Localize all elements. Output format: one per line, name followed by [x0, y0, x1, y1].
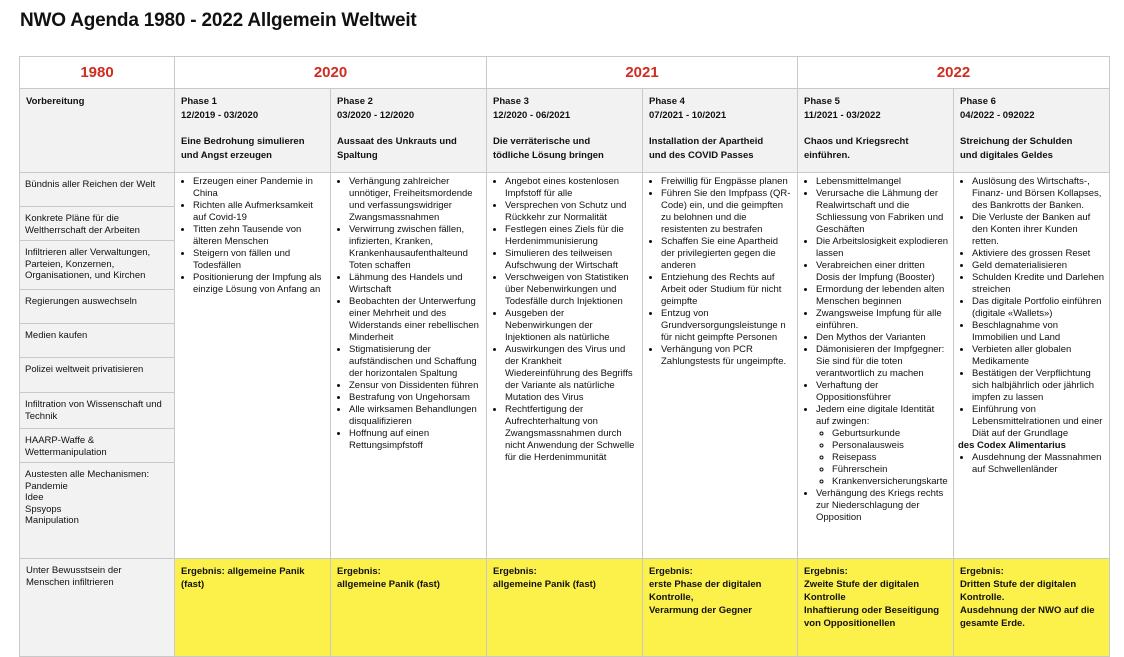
phase-label: Phase 6 [960, 96, 996, 107]
phase-dates: 03/2020 - 12/2020 [337, 109, 415, 121]
identity-sublist [816, 428, 949, 488]
list-item: • Verbieten aller globalen Medikamente [972, 344, 1105, 368]
phase-5-list [802, 176, 949, 524]
phase-5-header [798, 89, 954, 173]
phase-name: einführen. [804, 149, 850, 161]
list-item: • Verhängung zahlreicher unnötiger, Freiheitsmordende und verfassungswidriger Zwangsmassnahmen [349, 176, 482, 224]
list-item: • Angebot eines kostenlosen Impfstoff für alle [505, 176, 638, 200]
result-text: allgemeine Panik (fast) [493, 579, 596, 590]
list-item-codex: des Codex Alimentarius [958, 440, 1066, 451]
phase-dates: 04/2022 - 092022 [960, 109, 1035, 121]
phase-dates: 11/2021 - 03/2022 [804, 109, 881, 121]
year-2022: 2022 [798, 57, 1110, 89]
list-item: • Verhängung des Kriegs rechts zur Niederschlagung der Opposition [816, 488, 949, 524]
prep-item: Infiltrieren aller Verwaltungen, Parteien, Konzernen, Organisationen, und Kirchen [20, 241, 174, 290]
list-item: • Richten alle Aufmerksamkeit auf Covid-19 [193, 200, 326, 224]
list-item: • Beschlagnahme von Immobilien und Land [972, 320, 1105, 344]
phase-name: Streichung der Schulden [960, 136, 1073, 147]
result-label: Ergebnis: [493, 566, 537, 577]
phase-2-list [335, 176, 482, 452]
phase-name: Chaos und Kriegsrecht [804, 136, 909, 147]
list-item: • Einführung von Lebensmittelrationen und einer Diät auf der Grundlage [972, 404, 1105, 440]
phase-label: Phase 4 [649, 96, 685, 107]
list-item: • Bestrafung von Ungehorsam [349, 392, 482, 404]
prep-item: Polizei weltweit privatisieren [20, 358, 174, 393]
result-label: Ergebnis: [337, 566, 381, 577]
result-label: Ergebnis: [804, 566, 848, 577]
prep-item-text: Manipulation [25, 515, 79, 526]
phase-dates: 12/2019 - 03/2020 [181, 109, 259, 121]
prep-item: Konkrete Pläne für die Weltherrschaft der Arbeiten [20, 207, 174, 241]
phase-name: Spaltung [337, 149, 378, 161]
list-item: • Rechtfertigung der Aufrechterhaltung von Zwangsmassnahmen durch nicht Anwendung der Schwelle für die Herdenimmunität [505, 404, 638, 464]
list-item: • Beobachten der Unterwerfung einer Mehrheit und des Widerstands einer rebellischen Minderheit [349, 296, 482, 344]
list-item: • Zwangsweise Impfung für alle einführen. [816, 308, 949, 332]
phase-6-content [954, 173, 1110, 559]
list-item: • Festlegen eines Ziels für die Herdenimmunisierung [505, 224, 638, 248]
prep-item-text: Pandemie [25, 480, 68, 492]
list-item: • Ermordung der lebenden alten Menschen beginnen [816, 284, 949, 308]
list-item: • Erzeugen einer Pandemie in China [193, 176, 326, 200]
phase-dates: 12/2020 - 06/2021 [493, 109, 571, 121]
phase-4-content [643, 173, 798, 559]
prep-item: Medien kaufen [20, 324, 174, 358]
result-phase-3 [487, 559, 643, 657]
list-item: • Entzug von Grundversorgungsleistunge n für nicht geimpfte Personen [661, 308, 793, 344]
prep-item: Bündnis aller Reichen der Welt [20, 173, 174, 207]
phase-5-content [798, 173, 954, 559]
prep-item-mechanisms [20, 463, 174, 555]
list-item: • Führen Sie den Impfpass (QR-Code) ein, und die geimpften zu belohnen und die resistenten zu bestrafen [661, 188, 793, 236]
list-item: • Lebensmittelmangel [816, 176, 949, 188]
sub-list-item: ◦ Geburtsurkunde [832, 428, 949, 440]
phase-3-content [487, 173, 643, 559]
result-label: Ergebnis: [649, 566, 693, 577]
result-row [20, 559, 1110, 657]
phase-header-row [20, 89, 1110, 173]
list-item: • Schulden Kredite und Darlehen streichen [972, 272, 1105, 296]
list-item: • Hoffnung auf einen Rettungsimpfstoff [349, 428, 482, 452]
phase-name: und digitales Geldes [960, 149, 1053, 161]
year-2021: 2021 [487, 57, 798, 89]
list-item: • Auswirkungen des Virus und der Krankheit Wiedereinführung des Begriffs der Variante als natürliche Mutation des Virus [505, 344, 638, 404]
list-item: • Schaffen Sie eine Apartheid der privilegierten gegen die anderen [661, 236, 793, 272]
prep-item: Regierungen auswechseln [20, 290, 174, 324]
list-item: • Ausdehnung der Massnahmen auf Schwellenländer [972, 452, 1105, 476]
result-text: Inhaftierung oder Beseitigung von Oppositionellen [804, 605, 940, 629]
list-item: • Titten zehn Tausende von älteren Menschen [193, 224, 326, 248]
sub-list-item: ◦ Führerschein [832, 464, 949, 476]
phase-label: Phase 3 [493, 96, 529, 107]
list-item: • Verhaftung der Oppositionsführer [816, 380, 949, 404]
result-phase-5 [798, 559, 954, 657]
list-item: • Bestätigen der Verpflichtung sich halbjährlich oder jährlich impfen zu lassen [972, 368, 1105, 404]
sub-list-item: ◦ Krankenversicherungskarte [832, 476, 949, 488]
list-item: • Simulieren des teilweisen Aufschwung der Wirtschaft [505, 248, 638, 272]
phase-name: und Angst erzeugen [181, 149, 272, 161]
list-item: • Verwirrung zwischen fällen, infizierten, Kranken, Krankenhausaufenthalteund Toten schaffen [349, 224, 482, 272]
list-item: • Versprechen von Schutz und Rückkehr zur Normalität [505, 200, 638, 224]
list-item: • Ausgeben der Nebenwirkungen der Injektionen als natürliche [505, 308, 638, 344]
prep-item-text: Austesten alle Mechanismen: [25, 469, 150, 480]
phase-3-header [487, 89, 643, 173]
result-prep [20, 559, 175, 657]
phase-2-header [331, 89, 487, 173]
list-item: • Positionierung der Impfung als einzige Lösung von Anfang an [193, 272, 326, 296]
list-item: • Dämonisieren der Impfgegner: Sie sind für die toten verantwortlich zu machen [816, 344, 949, 380]
list-item: • Verhängung von PCR Zahlungstests für ungeimpfte. [661, 344, 793, 368]
list-item-identity [816, 404, 949, 488]
page-title: NWO Agenda 1980 - 2022 Allgemein Weltweit [20, 10, 417, 31]
list-item-text: Jedem eine digitale Identität auf zwingen: [816, 404, 935, 427]
prep-item: HAARP-Waffe & Wettermanipulation [20, 429, 174, 463]
phase-label: Phase 5 [804, 96, 840, 107]
list-item: • Die Arbeitslosigkeit explodieren lassen [816, 236, 949, 260]
phase-name: Eine Bedrohung simulieren [181, 136, 305, 147]
year-1980: 1980 [20, 57, 175, 89]
prep-header [20, 89, 175, 173]
result-phase-6 [954, 559, 1110, 657]
prep-header-label: Vorbereitung [26, 96, 85, 107]
list-item: • Stigmatisierung der aufständischen und Schaffung der horizontalen Spaltung [349, 344, 482, 380]
phase-1-header [175, 89, 331, 173]
agenda-table [19, 56, 1110, 657]
result-text: Ausdehnung der NWO auf die gesamte Erde. [960, 605, 1095, 629]
result-phase-2 [331, 559, 487, 657]
prep-item-text: Spsyops [25, 503, 62, 515]
list-item: • Aktiviere des grossen Reset [972, 248, 1105, 260]
prep-item-text: Idee [25, 492, 44, 503]
prep-item: Infiltration von Wissenschaft und Technik [20, 393, 174, 429]
phase-3-list [491, 176, 638, 464]
year-2020: 2020 [175, 57, 487, 89]
phase-label: Phase 2 [337, 96, 373, 107]
list-item: • Verursache die Lähmung der Realwirtschaft und die Schliessung von Fabriken und Geschäften [816, 188, 949, 236]
phase-2-content [331, 173, 487, 559]
result-text: allgemeine Panik (fast) [337, 579, 440, 590]
list-item: • Den Mythos der Varianten [816, 332, 949, 344]
phase-4-list [647, 176, 793, 368]
list-item: • Alle wirksamen Behandlungen disqualifizieren [349, 404, 482, 428]
result-label: Ergebnis: [960, 566, 1004, 577]
list-item: • Lähmung des Handels und Wirtschaft [349, 272, 482, 296]
phase-6-header [954, 89, 1110, 173]
result-text: Verarmung der Gegner [649, 605, 752, 616]
result-phase-1 [175, 559, 331, 657]
phase-name: Aussaat des Unkrauts und [337, 136, 457, 147]
list-item: • Auslösung des Wirtschafts-, Finanz- und Börsen Kollapses, des Bankrotts der Banken. [972, 176, 1105, 212]
phase-1-content [175, 173, 331, 559]
phase-4-header [643, 89, 798, 173]
phase-1-list [179, 176, 326, 296]
list-item: • Freiwillig für Engpässe planen [661, 176, 793, 188]
list-item: • Steigern von fällen und Todesfällen [193, 248, 326, 272]
result-text: erste Phase der digitalen Kontrolle, [649, 579, 762, 603]
sub-list-item: ◦ Reisepass [832, 452, 949, 464]
result-text: Dritten Stufe der digitalen Kontrolle. [960, 579, 1077, 603]
sub-list-item: ◦ Personalausweis [832, 440, 949, 452]
result-phase-4 [643, 559, 798, 657]
result-text: Ergebnis: allgemeine Panik (fast) [181, 566, 305, 590]
phase-name: Die verräterische und [493, 136, 591, 147]
phase-name: und des COVID Passes [649, 149, 754, 161]
list-item: • Verabreichen einer dritten Dosis der Impfung (Booster) [816, 260, 949, 284]
content-row [20, 173, 1110, 559]
list-item: • Entziehung des Rechts auf Arbeit oder Studium für nicht geimpfte [661, 272, 793, 308]
result-text: Zweite Stufe der digitalen Kontrolle [804, 579, 920, 603]
phase-6-list [958, 176, 1105, 476]
list-item: • Das digitale Portfolio einführen (digitale «Wallets») [972, 296, 1105, 320]
phase-name: Installation der Apartheid [649, 136, 764, 147]
year-header-row [20, 57, 1110, 89]
list-item: • Geld dematerialisieren [972, 260, 1105, 272]
list-item: • Die Verluste der Banken auf den Konten ihrer Kunden retten. [972, 212, 1105, 248]
phase-label: Phase 1 [181, 96, 217, 107]
prep-list [20, 173, 175, 559]
result-prep-text: Unter Bewusstsein der Menschen infiltrieren [26, 565, 122, 588]
list-item: • Zensur von Dissidenten führen [349, 380, 482, 392]
phase-name: tödliche Lösung bringen [493, 149, 604, 161]
phase-dates: 07/2021 - 10/2021 [649, 109, 727, 121]
list-item: • Verschweigen von Statistiken über Nebenwirkungen und Todesfälle durch Injektionen [505, 272, 638, 308]
